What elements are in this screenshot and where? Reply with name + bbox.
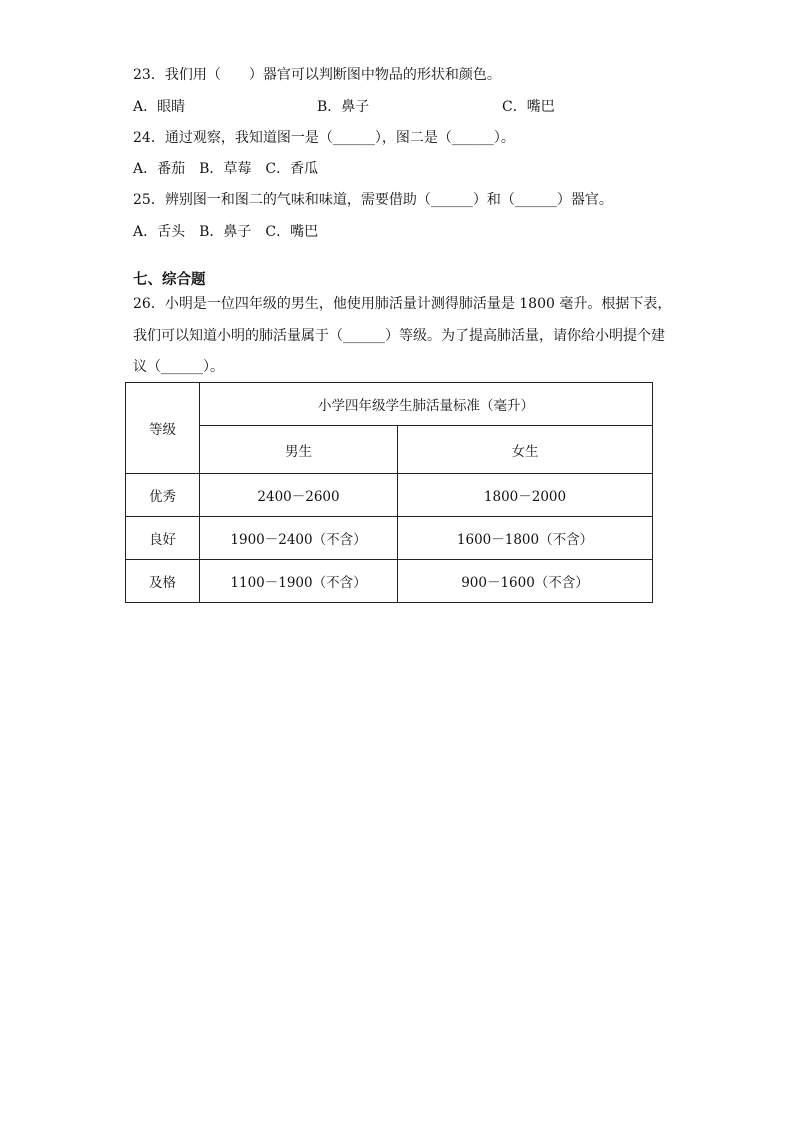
table-subheader-row [126,426,653,474]
question-23-option-b: B．鼻子 [317,99,370,115]
question-26-line-3: 议（______）。 [133,359,224,375]
question-23-text: 23．我们用（ ）器官可以判断图中物品的形状和颜色。 [133,67,501,83]
lung-capacity-table [125,382,653,603]
table-header-row [126,383,653,426]
question-26-line-2: 我们可以知道小明的肺活量属于（______）等级。为了提高肺活量，请你给小明提个建 [133,328,665,344]
grade-cell: 良好 [126,517,200,560]
girls-cell: 1600－1800（不含） [398,517,653,560]
section-title: 七、综合题 [133,272,206,288]
table-row [126,560,653,603]
question-23-option-c: C．嘴巴 [502,99,555,115]
question-26-line-1: 26．小明是一位四年级的男生，他使用肺活量计测得肺活量是 1800 毫升。根据下表， [133,296,672,312]
grade-header: 等级 [126,383,200,474]
table-title: 小学四年级学生肺活量标准（毫升） [200,383,653,426]
girls-cell: 1800－2000 [398,474,653,517]
question-25-options: A．舌头 B．鼻子 C．嘴巴 [133,224,319,240]
boys-cell: 1100－1900（不含） [200,560,398,603]
question-24-text: 24．通过观察，我知道图一是（______），图二是（______）。 [133,130,515,146]
grade-cell: 及格 [126,560,200,603]
table-row [126,517,653,560]
boys-header: 男生 [200,426,398,474]
question-25-text: 25．辨别图一和图二的气味和味道，需要借助（______）和（______）器官。 [133,192,613,208]
boys-cell: 2400－2600 [200,474,398,517]
girls-header: 女生 [398,426,653,474]
grade-cell: 优秀 [126,474,200,517]
table-row [126,474,653,517]
girls-cell: 900－1600（不含） [398,560,653,603]
question-23-option-a: A．眼睛 [133,99,186,115]
question-24-options: A．番茄 B．草莓 C．香瓜 [133,161,319,177]
boys-cell: 1900－2400（不含） [200,517,398,560]
